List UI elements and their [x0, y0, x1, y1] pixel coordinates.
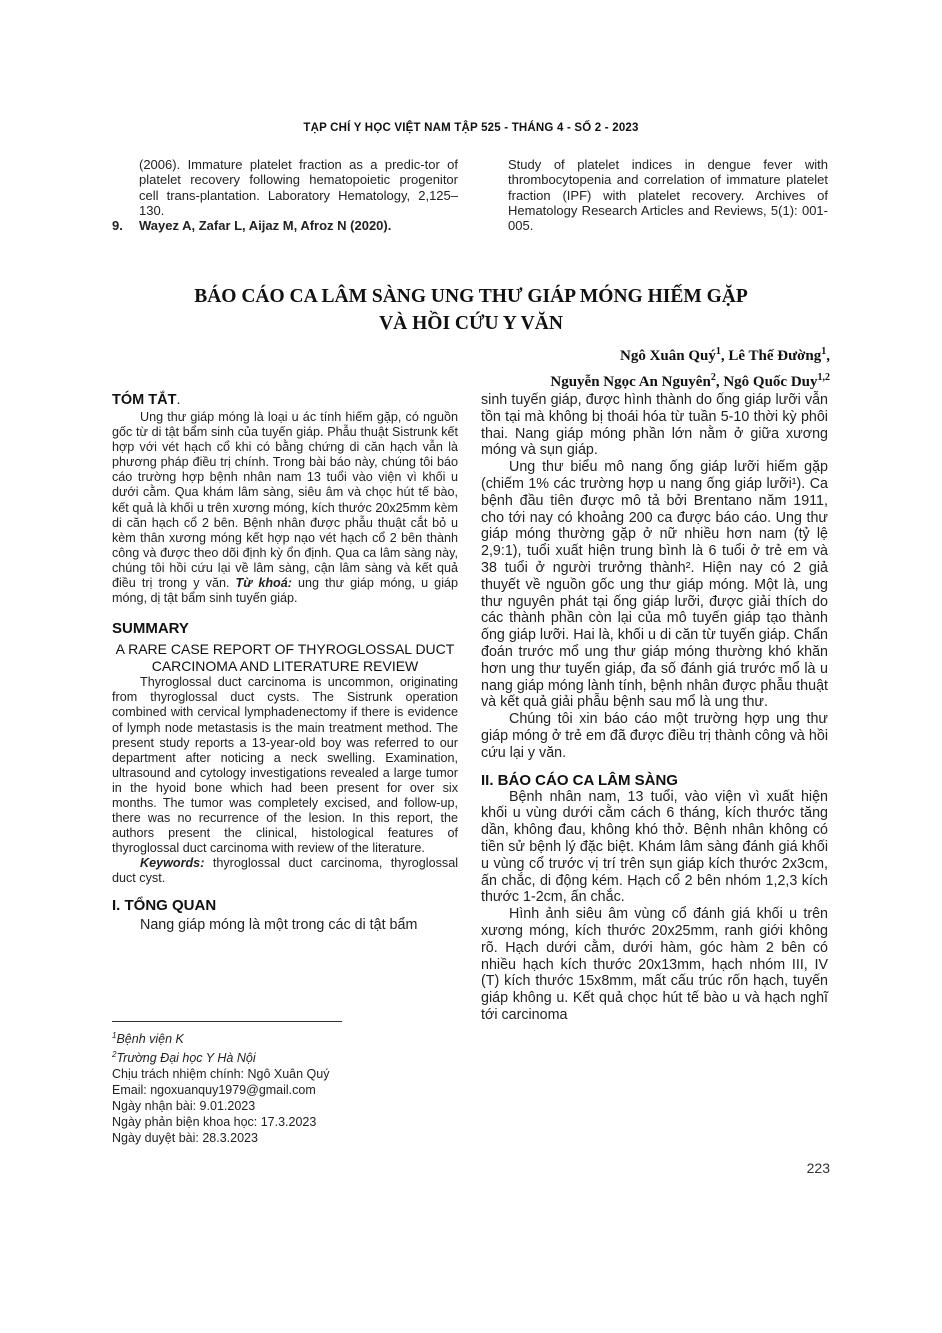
footnote-text: Trường Đại học Y Hà Nội	[116, 1051, 256, 1066]
footnotes	[112, 1028, 458, 1146]
author-separator: ,	[715, 374, 720, 390]
summary-keywords-block	[112, 856, 458, 886]
section-1-paragraph-2: Ung thư biểu mô nang ống giáp lưỡi hiếm gặp (chiếm 1% các trường hợp u nang ống giáp lưỡi¹). Ca bệnh đầu tiên được mô tả bởi Brentano năm 1911, cho tới nay có khoảng 200 ca được báo cáo. Ung thư giáp móng thường gặp ở nữ nhiều hơn nam (tỷ lệ 2,9:1), tuổi xuất hiện trung bình là 6 tuổi ở trẻ em và 38 tuổi ở người trưởng thành². Hiện nay có 2 giả thuyết về nguồn gốc ung thư giáp móng. Một là, ung thư nguyên phát tại ống giáp lưỡi, được giải thích do các thành phần còn lại của mô tuyến giáp tạo thành ống giáp lưỡi. Hai là, khối u di căn từ tuyến giáp. Chẩn đoán trước mổ ung thư giáp móng thường khó khăn hơn ung thư tuyến giáp, đa số đánh giá trước mổ là u nang giáp móng lành tính, bệnh nhân được phẫu thuật và kết quả giải phẫu bệnh sau mổ là ung thư.	[481, 459, 828, 711]
left-column	[112, 392, 458, 933]
title-line-1: BÁO CÁO CA LÂM SÀNG UNG THƯ GIÁP MÓNG HIẾM GẶP	[194, 286, 748, 307]
abstract-body	[112, 410, 458, 606]
summary-keywords: thyroglossal duct carcinoma, thyroglossal duct cyst.	[112, 856, 458, 886]
right-column	[481, 392, 828, 1024]
section-2-paragraph-2: Hình ảnh siêu âm vùng cổ đánh giá khối u trên xương móng, kích thước 20x25mm, ranh giới không rõ. Hạch dưới cằm, dưới hàm, góc hàm 2 bên có nhiều hạch kích thước 20x13mm, hạch nhóm III, IV (T) kích thước 15x8mm, mất cấu trúc rốn hạch, tuyến giáp không u. Kết quả chọc hút tế bào u và hạch nghĩ tới carcinoma	[481, 906, 828, 1023]
abstract-keywords-label: Từ khoá:	[235, 576, 292, 591]
corresponding-author: Chịu trách nhiệm chính: Ngô Xuân Quý	[112, 1067, 330, 1082]
section-2-heading: II. BÁO CÁO CA LÂM SÀNG	[481, 771, 678, 789]
section-1-paragraph-3: Chúng tôi xin báo cáo một trường hợp ung thư giáp móng ở trẻ em đã được điều trị thành công và hồi cứu lại y văn.	[481, 711, 828, 761]
abstract-heading-dot: .	[176, 392, 181, 408]
abstract-keywords: ung thư giáp móng, u giáp móng, dị tật bẩm sinh tuyến giáp.	[112, 576, 458, 606]
author-list	[550, 341, 830, 393]
author-affiliation: 1,2	[817, 372, 830, 383]
title-line-2: VÀ HỒI CỨU Y VĂN	[379, 313, 563, 334]
footnote-marker: 1	[112, 1031, 117, 1040]
contact-email: Email: ngoxuanquy1979@gmail.com	[112, 1083, 316, 1098]
author-affiliation: 1	[821, 346, 827, 357]
summary-body	[112, 675, 458, 856]
section-1-heading: I. TỔNG QUAN	[112, 896, 217, 914]
summary-heading: SUMMARY	[112, 620, 189, 638]
footnote-marker: 2	[112, 1050, 117, 1060]
footnote-affiliation-1	[112, 1028, 458, 1047]
reference-authors: Wayez A, Zafar L, Aijaz M, Afroz N (2020).	[139, 218, 392, 234]
section-2-paragraph-1: Bệnh nhân nam, 13 tuổi, vào viện vì xuất hiện khối u vùng dưới cằm cách 6 tháng, kích thước tăng dần, không đau, không khó thở. Bệnh nhân không có tiền sử bệnh lý đặc biệt. Khám lâm sàng đánh giá khối u vùng cổ trước vị trí trên sụn giáp kích thước 2x3cm, ấn chắc, di động kém. Hạch cổ 2 bên nhóm 1,2,3 kích thước 1-2cm, ấn chắc.	[481, 788, 828, 906]
abstract-heading	[112, 392, 458, 408]
footnote-text: Bệnh viện K	[116, 1032, 184, 1047]
author-name: Ngô Quốc Duy	[723, 374, 818, 390]
summary-title: A RARE CASE REPORT OF THYROGLOSSAL DUCT CARCINOMA AND LITERATURE REVIEW	[115, 641, 455, 675]
abstract-heading-text: TÓM TẮT	[112, 392, 177, 408]
summary-keywords-label: Keywords:	[140, 856, 205, 871]
reference-number: 9.	[112, 218, 123, 234]
date-received: Ngày nhận bài: 9.01.2023	[112, 1099, 256, 1114]
summary-text: Thyroglossal duct carcinoma is uncommon, originating from thyroglossal duct cysts. The Sistrunk operation combined with cervical lymphadenectomy if there is evidence of lymph node metastasis is the main treatment method. The present study reports a 13-year-old boy was referred to our department after noticing a neck swelling. Examination, ultrasound and cytology investigations revealed a large tumor in the hyoid bone which had been present for over six months. The tumor was completely excised, and follow-up, there was no recurrence of the lesion. In this report, the authors present the clinical, histological features of thyroglossal duct carcinoma with review of the literature.	[112, 675, 458, 856]
author-name: Ngô Xuân Quý	[620, 348, 716, 364]
section-1-paragraph-start: Nang giáp móng là một trong các di tật bẩm	[140, 916, 418, 933]
reference-list-right: Study of platelet indices in dengue fever with thrombocytopenia and correlation of immature platelet fraction (IPF) with platelet recovery. Archives of Hematology Research Articles and Reviews, 5(1): 001-005.	[508, 157, 828, 234]
reference-item-9	[112, 218, 458, 233]
date-accepted: Ngày duyệt bài: 28.3.2023	[112, 1131, 258, 1146]
author-line-2	[550, 367, 830, 393]
author-separator: ,	[720, 348, 725, 364]
author-line-1	[550, 341, 830, 367]
reference-list-left	[112, 157, 458, 233]
footnote-divider	[112, 1021, 342, 1022]
author-affiliation: 2	[710, 372, 716, 383]
author-affiliation: 1	[715, 346, 721, 357]
abstract-text: Ung thư giáp móng là loại u ác tính hiếm gặp, có nguồn gốc từ di tật bẩm sinh của tuyến giáp. Phẫu thuật Sistrunk kết hợp với vét hạch cổ khi có bằng chứng di căn hạch vẫn là phương pháp điều trị chính. Trong bài báo này, chúng tôi báo cáo trường hợp bệnh nhân nam 13 tuổi vào viện vì khối u dưới cằm. Qua khám lâm sàng, siêu âm và chọc hút tế bào, kết quả là khối u trên xương móng, kích thước 20x25mm kèm di căn hạch cổ 2 bên. Bệnh nhân được phẫu thuật cắt bỏ u kèm thân xương móng kết hợp nạo vét hạch cổ 2 bên thành công và được theo dõi định kỳ ổn định. Qua ca lâm sàng này, chúng tôi hồi cứu lại về lâm sàng, cận lâm sàng và kết quả điều trị trong y văn.	[112, 410, 458, 591]
footnote-affiliation-2	[112, 1047, 458, 1066]
reference-continued: (2006). Immature platelet fraction as a predic-tor of platelet recovery following hematopoietic progenitor cell trans-plantation. Laboratory Hematology, 2,125–130.	[139, 157, 458, 218]
author-name: Nguyễn Ngọc An Nguyên	[550, 374, 711, 390]
author-separator: ,	[826, 348, 830, 364]
journal-header: TẠP CHÍ Y HỌC VIỆT NAM TẬP 525 - THÁNG 4 - SỐ 2 - 2023	[303, 122, 639, 134]
page-number: 223	[806, 1160, 830, 1176]
section-1-paragraph-1: sinh tuyến giáp, được hình thành do ống giáp lưỡi vẫn tồn tại mà không bị thoái hóa từ tuần 5-10 thời kỳ phôi thai. Nang giáp móng phần lớn nằm ở giữa xương móng và sụn giáp.	[481, 392, 828, 459]
author-name: Lê Thế Đường	[728, 348, 822, 364]
date-reviewed: Ngày phản biện khoa học: 17.3.2023	[112, 1115, 317, 1130]
article-title	[0, 283, 942, 337]
